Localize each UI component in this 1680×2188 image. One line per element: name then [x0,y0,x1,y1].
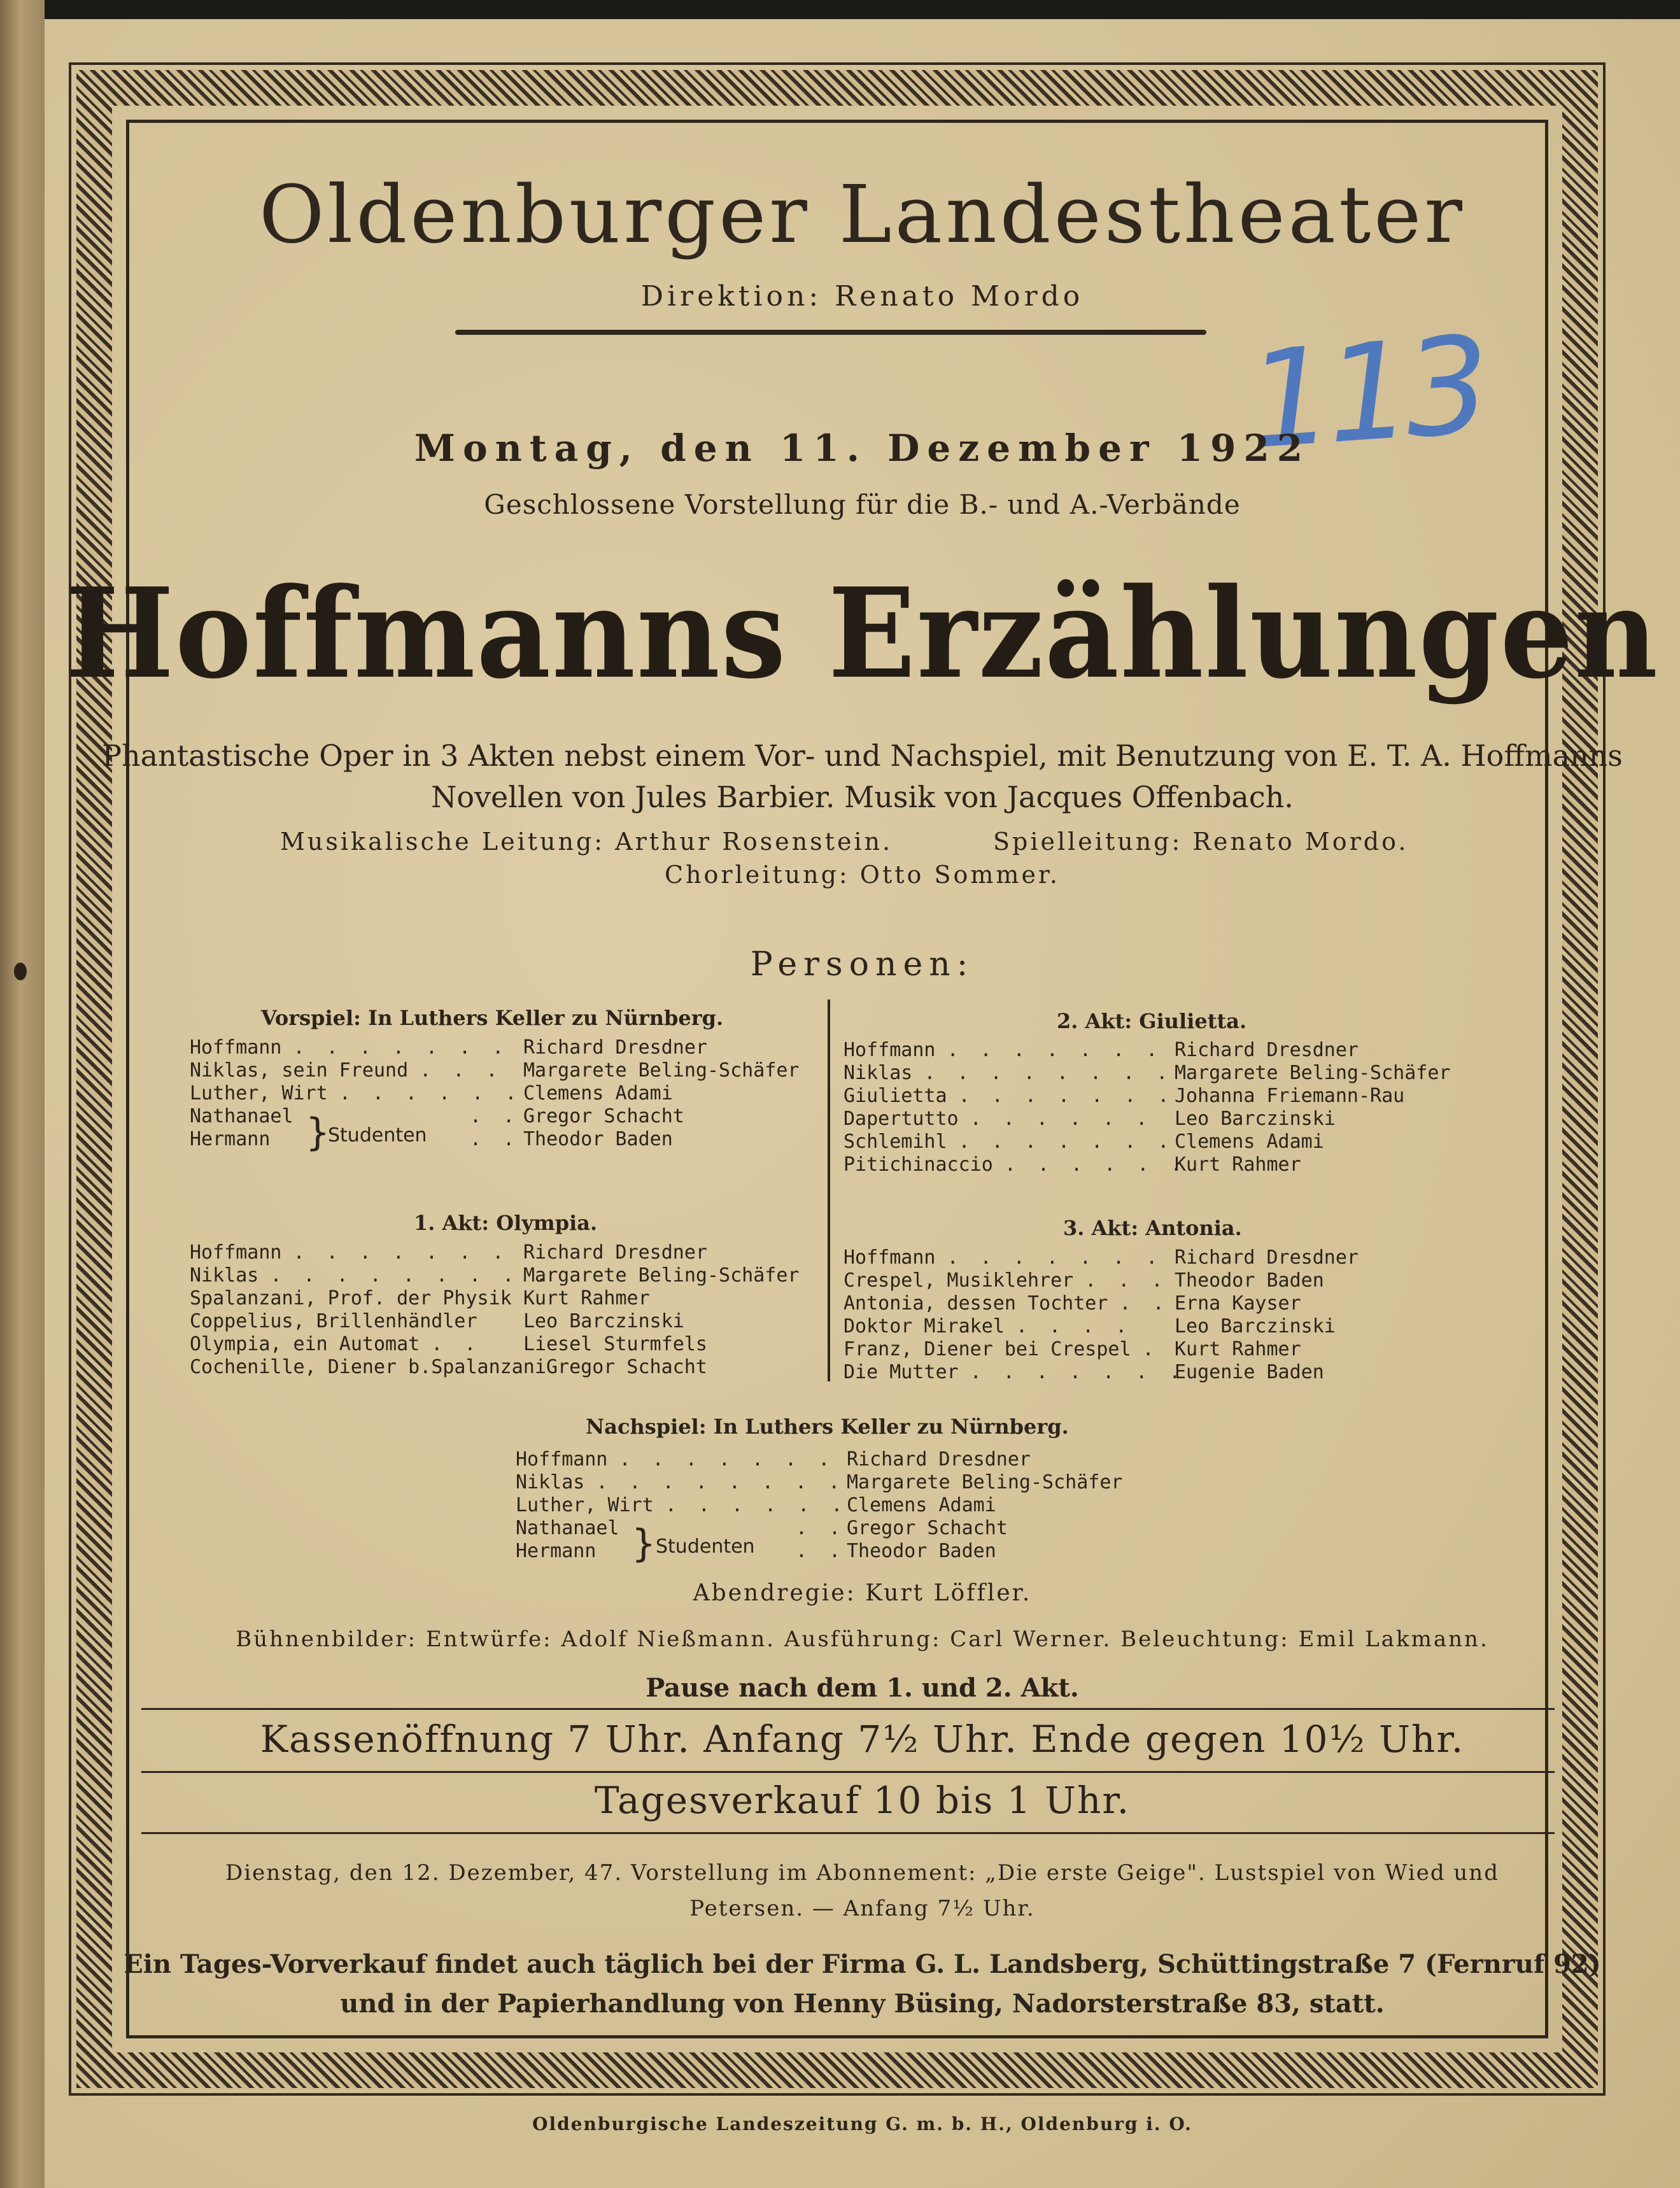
opera-subtitle-line1: Phantastische Oper in 3 Akten nebst einem Vor- und Nachspiel, mit Benutzung von E. T. A. Hoffmanns [102,738,1623,773]
handwritten-number: 113 [1242,307,1489,479]
cast-row: Doktor Mirakel . . . . Leo Barczinski [844,1315,1336,1338]
cast-row: Hoffmann . . . . . . . Richard Dresdner [844,1246,1359,1269]
cast-row: Luther, Wirt . . . . . . Clemens Adami [190,1082,673,1105]
advance-sale-line1: Ein Tages-Vorverkauf findet auch täglich bei der Firma G. L. Landsberg, Schüttingstraße 7 (Fernruf 92) [124,1949,1601,1979]
stage-direction: Spielleitung: Renato Mordo. [993,828,1409,856]
book-spine [0,0,45,2188]
epilogue-heading: Nachspiel: In Luthers Keller zu Nürnberg. [586,1415,1069,1439]
performance-date: Montag, den 11. Dezember 1922 [414,427,1311,470]
epilogue-cast [516,1448,1216,1569]
cast-row: Cochenille, Diener b.Spalanzani Gregor Schacht [190,1356,707,1378]
theater-title: Oldenburger Landestheater [258,169,1466,261]
theater-direction: Direktion: Renato Mordo [640,280,1084,313]
prologue-cast [190,1036,820,1157]
cast-row: Niklas, sein Freund . . . Margarete Beling-Schäfer [190,1059,800,1082]
cast-row: Nathanael . . Gregor Schacht [516,1517,1008,1539]
day-sale-line: Tagesverkauf 10 bis 1 Uhr. [594,1779,1131,1822]
divider-line [141,1708,1555,1710]
cast-column-divider [828,999,830,1381]
next-performance-line1: Dienstag, den 12. Dezember, 47. Vorstellung im Abonnement: „Die erste Geige". Lustspiel von Wied und [225,1860,1499,1886]
opera-subtitle-line2: Novellen von Jules Barbier. Musik von Jacques Offenbach. [431,780,1294,814]
prologue-heading: Vorspiel: In Luthers Keller zu Nürnberg. [261,1006,724,1030]
act2-cast [844,1039,1531,1185]
act3-cast [844,1246,1531,1393]
epilogue-group-label: Studenten [656,1535,755,1558]
cast-row: Coppelius, Brillenhändler Leo Barczinski [190,1310,684,1332]
opera-title: Hoffmanns Erzählungen [66,561,1659,707]
cast-row: Hermann . . Theodor Baden [190,1128,673,1150]
cast-row: Niklas . . . . . . . . Margarete Beling-Schäfer [516,1471,1123,1493]
cast-row: Olympia, ein Automat . . Liesel Sturmfels [190,1333,707,1355]
cast-row: Niklas . . . . . . . . Margarete Beling-Schäfer [844,1062,1451,1084]
closed-event-note: Geschlossene Vorstellung für die B.- und A.-Verbände [484,489,1241,520]
cast-row: Luther, Wirt . . . . . . Clemens Adami [516,1494,996,1516]
cast-row: Spalanzani, Prof. der Physik Kurt Rahmer [190,1287,650,1309]
playbill-page [45,19,1680,2188]
pause-note: Pause nach dem 1. und 2. Akt. [646,1673,1079,1703]
choir-direction: Chorleitung: Otto Sommer. [665,861,1060,889]
cast-row: Nathanael . . Gregor Schacht [190,1105,684,1127]
cast-row: Hermann . . Theodor Baden [516,1540,996,1562]
cast-row: Die Mutter . . . . . . . Eugenie Baden [844,1361,1324,1383]
cast-row: Hoffmann . . . . . . . Richard Dresdner [844,1039,1359,1061]
divider-line [141,1771,1555,1773]
stage-design-credits: Bühnenbilder: Entwürfe: Adolf Nießmann. Ausführung: Carl Werner. Beleuchtung: Emil Lakmann. [236,1627,1489,1652]
cast-row: Antonia, dessen Tochter . . Erna Kayser [844,1292,1301,1315]
act1-heading: 1. Akt: Olympia. [414,1211,598,1235]
divider-line [141,1832,1555,1834]
header-rule [455,330,1206,335]
brace-icon: } [306,1110,330,1155]
cast-row: Hoffmann . . . . . . . Richard Dresdner [190,1241,707,1264]
cast-row: Schlemihl . . . . . . . Clemens Adami [844,1131,1324,1153]
act2-heading: 2. Akt: Giulietta. [1057,1009,1247,1033]
act3-heading: 3. Akt: Antonia. [1063,1216,1242,1240]
cast-row: Dapertutto . . . . . . Leo Barczinski [844,1108,1336,1130]
musical-direction: Musikalische Leitung: Arthur Rosenstein. [280,828,893,856]
cast-row: Hoffmann . . . . . . . Richard Dresdner [516,1448,1031,1471]
prologue-group-label: Studenten [328,1124,427,1147]
cast-row: Niklas . . . . . . . . . Margarete Beling-Schäfer [190,1264,800,1287]
times-line: Kassenöffnung 7 Uhr. Anfang 7½ Uhr. Ende gegen 10½ Uhr. [260,1718,1465,1761]
binding-hole [14,963,27,980]
brace-icon: } [632,1521,656,1566]
cast-row: Hoffmann . . . . . . . Richard Dresdner [190,1036,707,1059]
cast-row: Pitichinaccio . . . . . . Kurt Rahmer [844,1154,1301,1176]
next-performance-line2: Petersen. — Anfang 7½ Uhr. [689,1896,1035,1921]
advance-sale-line2: und in der Papierhandlung von Henny Büsing, Nadorsterstraße 83, statt. [340,1989,1385,2019]
evening-direction: Abendregie: Kurt Löffler. [693,1580,1032,1606]
act1-cast [190,1241,820,1388]
personen-heading: Personen: [750,945,975,984]
cast-row: Crespel, Musiklehrer . . . Theodor Baden [844,1269,1324,1292]
printer-imprint: Oldenburgische Landeszeitung G. m. b. H., Oldenburg i. O. [532,2114,1192,2135]
cast-row: Giulietta . . . . . . . Johanna Friemann-Rau [844,1085,1405,1107]
cast-row: Franz, Diener bei Crespel . Kurt Rahmer [844,1338,1301,1360]
